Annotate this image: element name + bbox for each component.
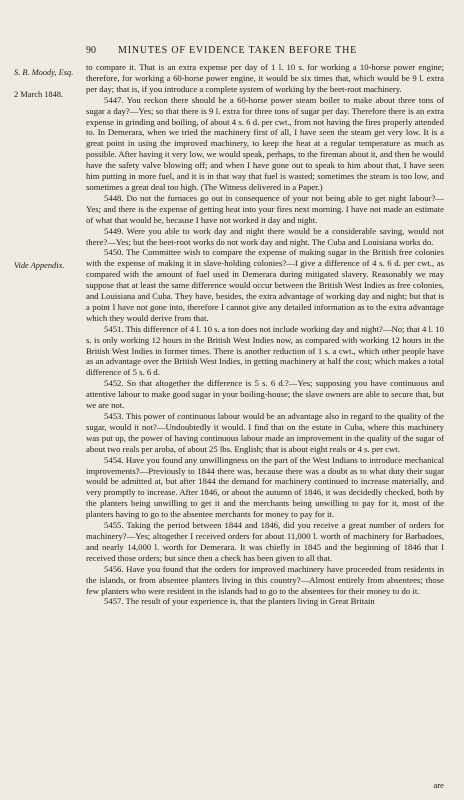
paragraph: 5453. This power of continuous labour would be an advantage also in regard to the quality of the sugar, would it not?—Undoubtedly it would. I find that on the estate in Cuba, where this machinery was put up, the power of having continuous labour made an improvement in the quality of the sugar of about two reals per aroba, of about 25 lbs. English; that is about eight reals or 4 s. per cwt. — [86, 411, 444, 454]
catchword: are — [433, 780, 444, 790]
evidence-text — [86, 62, 444, 607]
paragraph: 5450. The Committee wish to compare the expense of making sugar in the British free colonies with the expense of making it in slave-holding colonies?—I give a difference of 4 s. 6 d. per cwt., as compared with the amount of fuel used in Demerara during mitigated slavery. Reasonably we may suppose that at least the same difference would occur between the British West Indies as free colonies, and Louisiana and Cuba. They have, besides, the extra advantage of working day and night; but that is a point I have not gone into, therefore I cannot give any detailed information as to the extra advantage which they would derive from that. — [86, 247, 444, 323]
running-head-title: MINUTES OF EVIDENCE TAKEN BEFORE THE — [118, 45, 358, 56]
paragraph: 5449. Were you able to work day and night there would be a considerable saving, would not there?—Yes; but the beet-root works do not work day and night. The Cuba and Louisiana works do. — [86, 225, 444, 247]
paragraph: 5454. Have you found any unwillingness on the part of the West Indians to introduce mechanical improvements?—Previously to 1844 there was, because there was a doubt as to what duty their sugar would be admitted at, but after 1844 the demand for machinery continued to increase materially, and very promptly to increase. After 1846, or about the autumn of 1846, it was decidedly checked, both by the planters being unwilling to get it and the merchants being unwilling to pay for it, most of the planters having to go to the absentee merchants for money to pay for it. — [86, 454, 444, 520]
paragraph: 5456. Have you found that the orders for improved machinery have proceeded from residents in the islands, or from absentee planters living in this country?—Almost entirely from absentees; those few planters who were resident in the islands had to go to the absentees for their money to do it. — [86, 563, 444, 596]
paragraph: 5452. So that altogether the difference is 5 s. 6 d.?—Yes; supposing you have continuous and attentive labour to make good sugar in your boiling-house; the slave owners are able to secure that, but we are not. — [86, 378, 444, 411]
margin-vide-appendix: Vide Appendix. — [14, 261, 65, 270]
paragraph: 5451. This difference of 4 l. 10 s. a ton does not include working day and night?—No; that 4 l. 10 s. is only working 12 hours in the British West Indies now, as compared with working 12 hours in the British West Indies in former times. There is another reduction of 1 s. a cwt., which other people have as an advantage over the British West Indies, in getting machinery at half the cost; which makes a total difference of 5 s. 6 d. — [86, 323, 444, 378]
margin-date: 2 March 1848. — [14, 90, 64, 99]
paragraph: to compare it. That is an extra expense per day of 1 l. 10 s. for working a 10-horse power engine; therefore, for working a 60-horse power engine, it would be six times that, which would be 9 l. extra per day; that is, if you introduce a complete system of working by the beet-root machinery. — [86, 62, 444, 94]
paragraph: 5457. The result of your experience is, that the planters living in Great Britain — [104, 596, 375, 607]
page-number: 90 — [86, 45, 96, 56]
paragraph: 5455. Taking the period between 1844 and 1846, did you receive a great number of orders for machinery?—Yes; altogether I received orders for about 11,000 l. worth of machinery for Barbadoes, and nearly 14,000 l. worth for Demerara. It was chiefly in 1845 and the beginning of 1846 that I received those orders; but since then a check has been given to all that. — [86, 520, 444, 563]
running-head — [0, 44, 464, 58]
paragraph: 5448. Do not the furnaces go out in consequence of your not being able to get night labour?—Yes; and there is the expense of getting heat into your fires next morning. I have not made an estimate of what that would be, because I have not worked it day and night. — [86, 192, 444, 225]
margin-witness-name: S. B. Moody, Esq. — [14, 68, 74, 77]
paragraph: 5447. You reckon there should be a 60-horse power steam boiler to make about three tons of sugar a day?—Yes; so that there is 9 l. extra for three tons of sugar per day. Therefore there is an extra expense in grinding and boiling, of about 4 s. 6 d. per cwt., from not having the fires properly attended to. In Demerara, when we tried the machinery first of all, I have seen the steam get very low. It is a great point in using the improved machinery, to keep the heat at a regular temperature as much as possible. After having it very low, we would speak, perhaps, to the fireman about it, and then he would have the safety valve blowing off; and when I have gone out to speak to him about that, I have seen him putting in more fuel, and it is in that way that fuel is wasted; sometimes the steam is too low, and sometimes a great deal too high. (The Witness delivered in a Paper.) — [86, 94, 444, 192]
